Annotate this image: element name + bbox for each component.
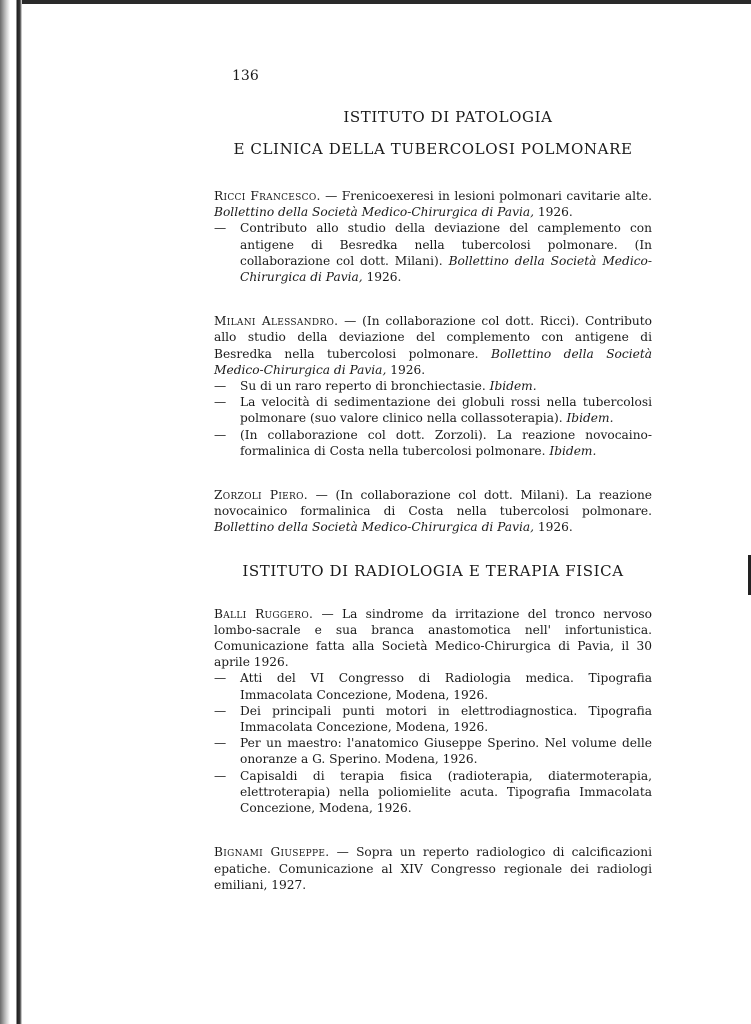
entry-year: 1926. [390, 362, 426, 377]
entry-sub-item [214, 394, 652, 426]
dash-marker: — [214, 221, 227, 236]
sub-item-text: (In collaborazione col dott. Zorzoli). La reazione novocaino-formalinica di Costa nella tubercolosi polmonare. [240, 427, 652, 458]
journal-title: Bollettino della Società Medico-Chirurgica di Pavia, [240, 253, 652, 285]
entry-first-paragraph [214, 188, 652, 220]
scan-top-edge [0, 0, 751, 4]
entry-sub-item [214, 670, 652, 702]
bibliography-entry [214, 188, 652, 285]
entry-text: — Frenicoexeresi in lesioni polmonari cavitarie alte. [325, 189, 652, 203]
sub-item-text: Capisaldi di terapia fisica (radioterapia, diatermoterapia, elettroterapia) nella poliomielite acuta. Tipografia Immacolata Concezione, Modena, 1926. [240, 768, 652, 816]
dash-marker: — [214, 703, 227, 718]
entry-text: — Sopra un reperto radiologico di calcificazioni epatiche. Comunicazione al XIV Congresso regionale dei radiologi emiliani, 1927. [214, 845, 653, 892]
entry-first-paragraph [214, 606, 652, 671]
dash-marker: — [214, 427, 227, 442]
dash-marker: — [214, 736, 227, 751]
scan-binding-edge [0, 0, 22, 1024]
entry-year: 1926. [366, 270, 402, 285]
bibliography-entry [214, 313, 652, 459]
entry-text: — (In collaborazione col dott. Ricci). Contributo allo studio della deviazione del complemento con antigene di Besredka nella tubercolosi polmonare. [214, 314, 653, 361]
author-name: Zorzoli Piero. [214, 488, 308, 503]
page-body [214, 108, 652, 909]
dash-marker: — [214, 395, 227, 410]
journal-title: Ibidem. [566, 411, 614, 426]
sub-item-text: Su di un raro reperto di bronchiectasie. [240, 379, 486, 394]
entry-sub-item [214, 735, 652, 767]
dash-marker: — [214, 379, 227, 394]
journal-title: Bollettino della Società Medico-Chirurgica di Pavia, [214, 346, 652, 377]
journal-title: Ibidem. [549, 443, 597, 458]
entry-first-paragraph [214, 313, 652, 378]
entry-first-paragraph [214, 844, 652, 893]
entry-year: 1926. [537, 205, 573, 220]
entry-text: — La sindrome da irritazione del tronco nervoso lombo-sacrale e sua branca anastomotica nell' infortunistica. Comunicazione fatta alla Società Medico-Chirurgica di Pavia, il 30 aprile 1926. [214, 606, 653, 670]
author-name: Bignami Giuseppe. [214, 845, 330, 860]
bibliography-entry [214, 606, 652, 817]
dash-marker: — [214, 671, 227, 686]
entry-sub-item [214, 378, 652, 394]
sub-item-text: Per un maestro: l'anatomico Giuseppe Sperino. Nel volume delle onoranze a G. Sperino. Modena, 1926. [240, 736, 652, 767]
entry-year: 1926. [537, 520, 573, 535]
sub-item-text: Contributo allo studio della deviazione del camplemento con antigene di Besredka nella tubercolosi polmonare. (In collaborazione col dott. Milani). [240, 221, 652, 268]
entry-text: — (In collaborazione col dott. Milani). La reazione novocainico formalinica di Costa nella tubercolosi polmonare. [214, 488, 653, 519]
author-name: Milani Alessandro. [214, 314, 339, 329]
entry-sub-item [214, 768, 652, 817]
journal-title: Bollettino della Società Medico-Chirurgica di Pavia, [214, 205, 534, 220]
author-name: Ricci Francesco. [214, 189, 321, 203]
author-name: Balli Ruggero. [214, 606, 314, 621]
entry-first-paragraph [214, 487, 652, 536]
bibliography-entry [214, 844, 652, 893]
sub-item-text: Dei principali punti motori in elettrodiagnostica. Tipografia Immacolata Concezione, Modena, 1926. [240, 703, 652, 735]
sub-item-text: La velocità di sedimentazione dei globuli rossi nella tubercolosi polmonare (suo valore clinico nella collassoterapia). [240, 395, 652, 426]
bibliography-entry [214, 487, 652, 536]
section-subtitle-patologia: E CLINICA DELLA TUBERCOLOSI POLMONARE [233, 140, 633, 158]
journal-title: Bollettino della Società Medico-Chirurgica di Pavia, [214, 520, 534, 535]
page-number: 136 [232, 68, 259, 84]
journal-title: Ibidem. [489, 379, 537, 394]
entry-sub-item [214, 703, 652, 735]
section-title-patologia: ISTITUTO DI PATOLOGIA [343, 108, 553, 126]
entry-sub-item [214, 220, 652, 285]
entry-sub-item [214, 427, 652, 459]
dash-marker: — [214, 768, 227, 783]
sub-item-text: Atti del VI Congresso di Radiologia medica. Tipografia Immacolata Concezione, Modena, 1926. [240, 671, 652, 702]
section-title-radiologia: ISTITUTO DI RADIOLOGIA E TERAPIA FISICA [242, 561, 624, 580]
